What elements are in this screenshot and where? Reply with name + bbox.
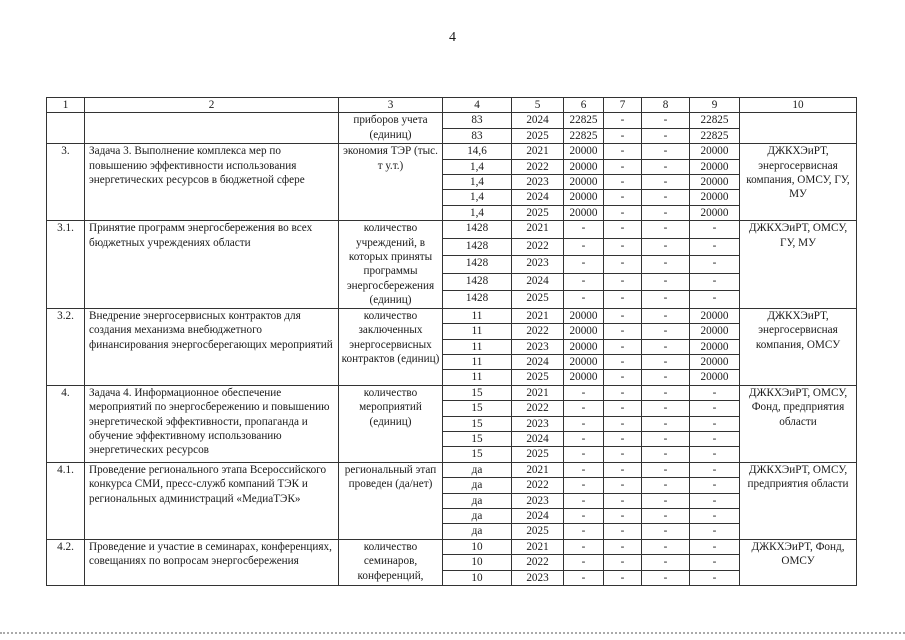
regional-cell: - bbox=[642, 128, 690, 143]
measure-description-cell: Задача 3. Выполнение комплекса мер по повышению эффективности использования энергетических ресурсов в бюджетной сфере bbox=[85, 144, 339, 221]
target-value-cell: да bbox=[443, 508, 512, 523]
year-cell: 2024 bbox=[512, 354, 564, 369]
federal-cell: - bbox=[604, 128, 642, 143]
year-cell: 2021 bbox=[512, 462, 564, 477]
federal-cell: - bbox=[604, 478, 642, 493]
extra-budget-cell: - bbox=[690, 524, 740, 539]
indicator-cell: количество заключенных энергосервисных контрактов (единиц) bbox=[339, 308, 443, 385]
regional-cell: - bbox=[642, 113, 690, 128]
header-cell: 9 bbox=[690, 98, 740, 113]
target-value-cell: 11 bbox=[443, 370, 512, 385]
regional-cell: - bbox=[642, 401, 690, 416]
extra-budget-cell: - bbox=[690, 273, 740, 290]
regional-cell: - bbox=[642, 205, 690, 220]
extra-budget-cell: 20000 bbox=[690, 159, 740, 174]
regional-cell: - bbox=[642, 493, 690, 508]
federal-cell: - bbox=[604, 447, 642, 462]
federal-cell: - bbox=[604, 190, 642, 205]
target-value-cell: 11 bbox=[443, 324, 512, 339]
federal-cell: - bbox=[604, 539, 642, 554]
year-cell: 2024 bbox=[512, 431, 564, 446]
year-cell: 2022 bbox=[512, 401, 564, 416]
regional-cell: - bbox=[642, 462, 690, 477]
total-cell: 22825 bbox=[564, 128, 604, 143]
total-cell: - bbox=[564, 447, 604, 462]
indicator-cell: приборов учета (единиц) bbox=[339, 113, 443, 144]
regional-cell: - bbox=[642, 431, 690, 446]
target-value-cell: 15 bbox=[443, 431, 512, 446]
table-body bbox=[47, 113, 857, 586]
extra-budget-cell: - bbox=[690, 256, 740, 273]
federal-cell: - bbox=[604, 324, 642, 339]
year-cell: 2023 bbox=[512, 416, 564, 431]
target-value-cell: 15 bbox=[443, 416, 512, 431]
year-cell: 2021 bbox=[512, 221, 564, 238]
target-value-cell: 15 bbox=[443, 401, 512, 416]
header-cell: 5 bbox=[512, 98, 564, 113]
year-cell: 2023 bbox=[512, 570, 564, 585]
year-cell: 2021 bbox=[512, 308, 564, 323]
federal-cell: - bbox=[604, 159, 642, 174]
item-number-cell: 4.1. bbox=[47, 462, 85, 539]
total-cell: - bbox=[564, 221, 604, 238]
header-cell: 1 bbox=[47, 98, 85, 113]
extra-budget-cell: - bbox=[690, 385, 740, 400]
item-number-cell: 3.2. bbox=[47, 308, 85, 385]
header-cell: 6 bbox=[564, 98, 604, 113]
extra-budget-cell: - bbox=[690, 221, 740, 238]
regional-cell: - bbox=[642, 308, 690, 323]
extra-budget-cell: 20000 bbox=[690, 370, 740, 385]
year-cell: 2024 bbox=[512, 273, 564, 290]
federal-cell: - bbox=[604, 175, 642, 190]
item-number-cell: 4. bbox=[47, 385, 85, 462]
federal-cell: - bbox=[604, 524, 642, 539]
regional-cell: - bbox=[642, 159, 690, 174]
year-cell: 2024 bbox=[512, 190, 564, 205]
year-cell: 2025 bbox=[512, 447, 564, 462]
header-cell: 7 bbox=[604, 98, 642, 113]
extra-budget-cell: 20000 bbox=[690, 205, 740, 220]
extra-budget-cell: 20000 bbox=[690, 339, 740, 354]
indicator-cell: количество семинаров, конференций, bbox=[339, 539, 443, 585]
total-cell: - bbox=[564, 416, 604, 431]
extra-budget-cell: - bbox=[690, 478, 740, 493]
extra-budget-cell: - bbox=[690, 570, 740, 585]
regional-cell: - bbox=[642, 190, 690, 205]
regional-cell: - bbox=[642, 478, 690, 493]
total-cell: 20000 bbox=[564, 190, 604, 205]
federal-cell: - bbox=[604, 273, 642, 290]
header-cell: 2 bbox=[85, 98, 339, 113]
target-value-cell: 1428 bbox=[443, 221, 512, 238]
scan-edge-divider bbox=[0, 632, 905, 634]
target-value-cell: 1428 bbox=[443, 291, 512, 309]
target-value-cell: да bbox=[443, 493, 512, 508]
year-cell: 2025 bbox=[512, 524, 564, 539]
year-cell: 2021 bbox=[512, 144, 564, 159]
federal-cell: - bbox=[604, 401, 642, 416]
year-cell: 2023 bbox=[512, 339, 564, 354]
target-value-cell: 83 bbox=[443, 128, 512, 143]
extra-budget-cell: 20000 bbox=[690, 190, 740, 205]
table-row bbox=[47, 221, 857, 238]
regional-cell: - bbox=[642, 238, 690, 255]
header-cell: 3 bbox=[339, 98, 443, 113]
extra-budget-cell: - bbox=[690, 416, 740, 431]
target-value-cell: 1,4 bbox=[443, 175, 512, 190]
regional-cell: - bbox=[642, 508, 690, 523]
target-value-cell: 1,4 bbox=[443, 159, 512, 174]
extra-budget-cell: - bbox=[690, 508, 740, 523]
federal-cell: - bbox=[604, 555, 642, 570]
year-cell: 2021 bbox=[512, 539, 564, 554]
header-cell: 4 bbox=[443, 98, 512, 113]
table-row bbox=[47, 113, 857, 128]
regional-cell: - bbox=[642, 291, 690, 309]
item-number-cell: 4.2. bbox=[47, 539, 85, 585]
extra-budget-cell: - bbox=[690, 238, 740, 255]
total-cell: 20000 bbox=[564, 205, 604, 220]
total-cell: 20000 bbox=[564, 175, 604, 190]
total-cell: - bbox=[564, 524, 604, 539]
responsible-executors-cell bbox=[740, 113, 857, 144]
total-cell: - bbox=[564, 570, 604, 585]
year-cell: 2025 bbox=[512, 205, 564, 220]
target-value-cell: 10 bbox=[443, 570, 512, 585]
year-cell: 2023 bbox=[512, 493, 564, 508]
regional-cell: - bbox=[642, 354, 690, 369]
total-cell: - bbox=[564, 273, 604, 290]
responsible-executors-cell: ДЖКХЭиРТ, ОМСУ, ГУ, МУ bbox=[740, 221, 857, 308]
target-value-cell: 1428 bbox=[443, 273, 512, 290]
extra-budget-cell: 22825 bbox=[690, 113, 740, 128]
measure-description-cell: Принятие программ энергосбережения во всех бюджетных учреждениях области bbox=[85, 221, 339, 308]
total-cell: - bbox=[564, 508, 604, 523]
total-cell: 20000 bbox=[564, 370, 604, 385]
target-value-cell: 11 bbox=[443, 354, 512, 369]
header-row bbox=[47, 98, 857, 113]
total-cell: 20000 bbox=[564, 159, 604, 174]
regional-cell: - bbox=[642, 570, 690, 585]
target-value-cell: 1428 bbox=[443, 238, 512, 255]
regional-cell: - bbox=[642, 416, 690, 431]
total-cell: - bbox=[564, 385, 604, 400]
indicator-cell: количество учреждений, в которых приняты программы энергосбережения (единиц) bbox=[339, 221, 443, 308]
item-number-cell: 3.1. bbox=[47, 221, 85, 308]
federal-cell: - bbox=[604, 370, 642, 385]
responsible-executors-cell: ДЖКХЭиРТ, ОМСУ, Фонд, предприятия области bbox=[740, 385, 857, 462]
extra-budget-cell: 20000 bbox=[690, 354, 740, 369]
table-row bbox=[47, 385, 857, 400]
target-value-cell: да bbox=[443, 478, 512, 493]
year-cell: 2022 bbox=[512, 555, 564, 570]
total-cell: 20000 bbox=[564, 354, 604, 369]
total-cell: - bbox=[564, 555, 604, 570]
item-number-cell: 3. bbox=[47, 144, 85, 221]
extra-budget-cell: - bbox=[690, 431, 740, 446]
total-cell: - bbox=[564, 291, 604, 309]
indicator-cell: экономия ТЭР (тыс. т у.т.) bbox=[339, 144, 443, 221]
target-value-cell: 15 bbox=[443, 385, 512, 400]
target-value-cell: 10 bbox=[443, 539, 512, 554]
extra-budget-cell: 20000 bbox=[690, 144, 740, 159]
target-value-cell: 1,4 bbox=[443, 190, 512, 205]
extra-budget-cell: - bbox=[690, 493, 740, 508]
total-cell: 22825 bbox=[564, 113, 604, 128]
indicator-cell: количество мероприятий (единиц) bbox=[339, 385, 443, 462]
total-cell: - bbox=[564, 238, 604, 255]
extra-budget-cell: - bbox=[690, 462, 740, 477]
extra-budget-cell: - bbox=[690, 555, 740, 570]
target-value-cell: 10 bbox=[443, 555, 512, 570]
header-cell: 10 bbox=[740, 98, 857, 113]
extra-budget-cell: 22825 bbox=[690, 128, 740, 143]
year-cell: 2023 bbox=[512, 175, 564, 190]
target-value-cell: да bbox=[443, 524, 512, 539]
federal-cell: - bbox=[604, 113, 642, 128]
total-cell: 20000 bbox=[564, 324, 604, 339]
federal-cell: - bbox=[604, 221, 642, 238]
measure-description-cell: Задача 4. Информационное обеспечение мероприятий по энергосбережению и повышению энергетической эффективности, пропаганда и обучение эффективному использованию энергетических ресурсов bbox=[85, 385, 339, 462]
responsible-executors-cell: ДЖКХЭиРТ, Фонд, ОМСУ bbox=[740, 539, 857, 585]
regional-cell: - bbox=[642, 524, 690, 539]
year-cell: 2025 bbox=[512, 291, 564, 309]
year-cell: 2023 bbox=[512, 256, 564, 273]
table-row bbox=[47, 308, 857, 323]
total-cell: - bbox=[564, 493, 604, 508]
regional-cell: - bbox=[642, 555, 690, 570]
target-value-cell: 83 bbox=[443, 113, 512, 128]
table-row bbox=[47, 462, 857, 477]
responsible-executors-cell: ДЖКХЭиРТ, ОМСУ, предприятия области bbox=[740, 462, 857, 539]
measure-description-cell: Внедрение энергосервисных контрактов для создания механизма внебюджетного финансирования энергосберегающих мероприятий bbox=[85, 308, 339, 385]
total-cell: 20000 bbox=[564, 339, 604, 354]
year-cell: 2022 bbox=[512, 324, 564, 339]
extra-budget-cell: 20000 bbox=[690, 175, 740, 190]
extra-budget-cell: - bbox=[690, 447, 740, 462]
total-cell: 20000 bbox=[564, 308, 604, 323]
regional-cell: - bbox=[642, 273, 690, 290]
regional-cell: - bbox=[642, 324, 690, 339]
target-value-cell: 1,4 bbox=[443, 205, 512, 220]
regional-cell: - bbox=[642, 256, 690, 273]
federal-cell: - bbox=[604, 291, 642, 309]
regional-cell: - bbox=[642, 385, 690, 400]
header-cell: 8 bbox=[642, 98, 690, 113]
total-cell: - bbox=[564, 401, 604, 416]
regional-cell: - bbox=[642, 339, 690, 354]
year-cell: 2022 bbox=[512, 238, 564, 255]
extra-budget-cell: 20000 bbox=[690, 324, 740, 339]
page-number: 4 bbox=[449, 30, 456, 45]
federal-cell: - bbox=[604, 205, 642, 220]
year-cell: 2024 bbox=[512, 113, 564, 128]
target-value-cell: 11 bbox=[443, 339, 512, 354]
total-cell: 20000 bbox=[564, 144, 604, 159]
regional-cell: - bbox=[642, 221, 690, 238]
target-value-cell: 11 bbox=[443, 308, 512, 323]
year-cell: 2022 bbox=[512, 478, 564, 493]
measure-description-cell: Проведение регионального этапа Всероссийского конкурса СМИ, пресс-служб компаний ТЭК и региональных администраций «МедиаТЭК» bbox=[85, 462, 339, 539]
total-cell: - bbox=[564, 431, 604, 446]
regional-cell: - bbox=[642, 175, 690, 190]
total-cell: - bbox=[564, 256, 604, 273]
target-value-cell: 14,6 bbox=[443, 144, 512, 159]
total-cell: - bbox=[564, 478, 604, 493]
federal-cell: - bbox=[604, 144, 642, 159]
federal-cell: - bbox=[604, 256, 642, 273]
federal-cell: - bbox=[604, 238, 642, 255]
year-cell: 2021 bbox=[512, 385, 564, 400]
total-cell: - bbox=[564, 462, 604, 477]
year-cell: 2022 bbox=[512, 159, 564, 174]
responsible-executors-cell: ДЖКХЭиРТ, энергосервисная компания, ОМСУ, ГУ, МУ bbox=[740, 144, 857, 221]
regional-cell: - bbox=[642, 539, 690, 554]
extra-budget-cell: 20000 bbox=[690, 308, 740, 323]
federal-cell: - bbox=[604, 493, 642, 508]
target-value-cell: да bbox=[443, 462, 512, 477]
federal-cell: - bbox=[604, 508, 642, 523]
target-value-cell: 15 bbox=[443, 447, 512, 462]
program-table bbox=[46, 97, 857, 586]
extra-budget-cell: - bbox=[690, 291, 740, 309]
regional-cell: - bbox=[642, 144, 690, 159]
year-cell: 2025 bbox=[512, 370, 564, 385]
federal-cell: - bbox=[604, 385, 642, 400]
indicator-cell: региональный этап проведен (да/нет) bbox=[339, 462, 443, 539]
federal-cell: - bbox=[604, 416, 642, 431]
table-row bbox=[47, 539, 857, 554]
measure-description-cell: Проведение и участие в семинарах, конференциях, совещаниях по вопросам энергосбережения bbox=[85, 539, 339, 585]
measure-description-cell bbox=[85, 113, 339, 144]
target-value-cell: 1428 bbox=[443, 256, 512, 273]
extra-budget-cell: - bbox=[690, 539, 740, 554]
federal-cell: - bbox=[604, 354, 642, 369]
federal-cell: - bbox=[604, 462, 642, 477]
federal-cell: - bbox=[604, 570, 642, 585]
extra-budget-cell: - bbox=[690, 401, 740, 416]
year-cell: 2025 bbox=[512, 128, 564, 143]
federal-cell: - bbox=[604, 431, 642, 446]
item-number-cell bbox=[47, 113, 85, 144]
total-cell: - bbox=[564, 539, 604, 554]
federal-cell: - bbox=[604, 308, 642, 323]
federal-cell: - bbox=[604, 339, 642, 354]
regional-cell: - bbox=[642, 447, 690, 462]
responsible-executors-cell: ДЖКХЭиРТ, энергосервисная компания, ОМСУ bbox=[740, 308, 857, 385]
year-cell: 2024 bbox=[512, 508, 564, 523]
regional-cell: - bbox=[642, 370, 690, 385]
table-row bbox=[47, 144, 857, 159]
